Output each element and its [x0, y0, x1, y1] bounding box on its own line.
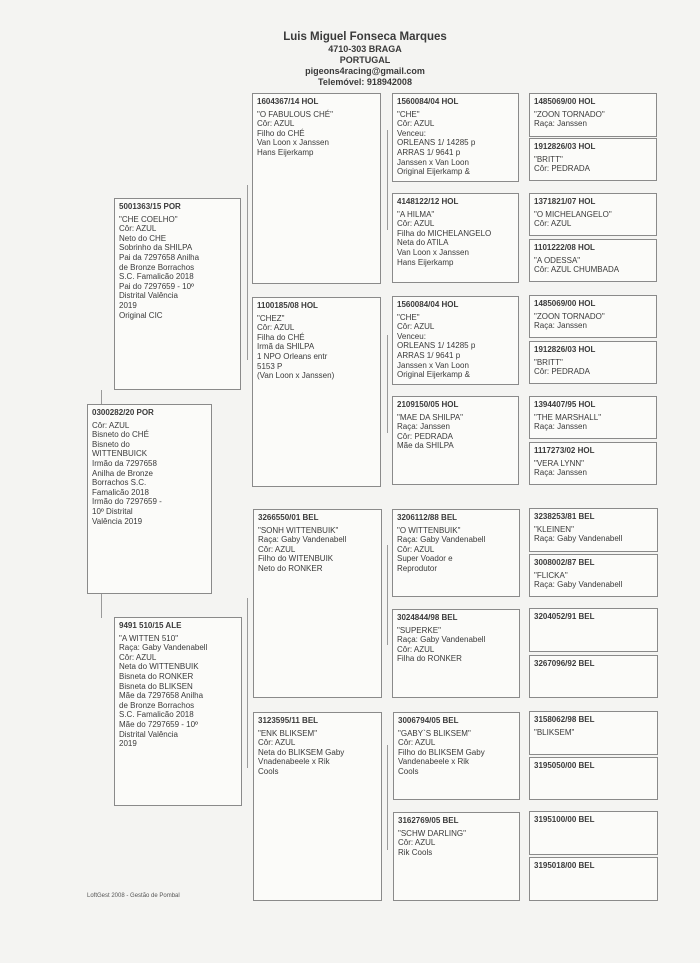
pigeon-info-line: Côr: AZUL: [397, 119, 435, 129]
pigeon-card-g4-2[interactable]: [529, 138, 657, 181]
pigeon-card-g2-2[interactable]: [252, 297, 381, 487]
pigeon-info-line: "BLIKSEM": [534, 727, 575, 737]
breeder-name: Luis Miguel Fonseca Marques: [283, 31, 447, 43]
pigeon-info-line: Côr: AZUL: [534, 219, 572, 229]
breeder-country: PORTUGAL: [339, 55, 391, 65]
pigeon-card-g4-7[interactable]: [529, 396, 657, 439]
pigeon-info-line: "CHEZ": [257, 313, 285, 323]
pigeon-card-g4-13[interactable]: [529, 711, 658, 755]
ring-number: 1394407/95 HOL: [534, 400, 596, 409]
pigeon-info-line: Filho do CHÉ: [257, 128, 305, 138]
pigeon-card-g4-15[interactable]: [529, 811, 658, 855]
ring-number: 3206112/88 BEL: [397, 513, 458, 522]
connector-root-dam: [101, 593, 102, 618]
pigeon-info-line: Original Eijerkamp &: [397, 370, 470, 380]
pigeon-info-line: "O FABULOUS CHÉ": [257, 109, 333, 119]
pigeon-card-root[interactable]: [87, 404, 212, 594]
ring-number: 3008002/87 BEL: [534, 558, 595, 567]
ring-number: 3158062/98 BEL: [534, 715, 595, 724]
pigeon-info-line: "ZOON TORNADO": [534, 311, 605, 321]
pigeon-card-g4-4[interactable]: [529, 239, 657, 282]
ring-number: 1604367/14 HOL: [257, 97, 319, 106]
pigeon-info-line: Van Loon x Janssen: [257, 138, 329, 148]
pigeon-info-line: Bisneto do: [92, 439, 130, 449]
pigeon-info-line: Neta do ATILA: [397, 238, 449, 248]
pigeon-info-line: Janssen x Van Loon: [397, 157, 469, 167]
pigeon-info-line: "KLEINEN": [534, 524, 574, 534]
pigeon-info-line: Anilha de Bronze: [92, 468, 153, 478]
ring-number: 3195018/00 BEL: [534, 861, 595, 870]
ring-number: 1912826/03 HOL: [534, 142, 596, 151]
pigeon-info-line: Janssen x Van Loon: [397, 360, 469, 370]
pigeon-info-line: "ENK BLIKSEM": [258, 728, 318, 738]
pigeon-info-line: Bisneto do CHÉ: [92, 430, 149, 440]
pigeon-card-g4-12[interactable]: [529, 655, 658, 698]
pigeon-info-line: Côr: AZUL: [258, 544, 296, 554]
pigeon-card-g4-16[interactable]: [529, 857, 658, 901]
connector-g2-4: [387, 745, 388, 850]
pigeon-info-line: "FLICKA": [534, 570, 568, 580]
pigeon-info-line: Côr: AZUL: [398, 838, 436, 848]
pigeon-info-line: S.C. Famalicão 2018: [119, 272, 194, 282]
pigeon-info-line: Côr: AZUL: [119, 652, 157, 662]
pigeon-info-line: Cools: [398, 766, 419, 776]
pigeon-info-line: "CHE COELHO": [119, 214, 178, 224]
pigeon-info-line: Côr: AZUL: [397, 322, 435, 332]
ring-number: 3006794/05 BEL: [398, 716, 459, 725]
pigeon-info-line: Neto do CHE: [119, 233, 167, 243]
ring-number: 1117273/02 HOL: [534, 446, 595, 455]
pigeon-info-line: "CHE": [397, 109, 420, 119]
breeder-header: [200, 30, 530, 88]
pigeon-info-line: "ZOON TORNADO": [534, 109, 605, 119]
pigeon-info-line: Distrital Valência: [119, 729, 178, 739]
pigeon-info-line: Raça: Janssen: [534, 468, 587, 478]
pigeon-info-line: "VERA LYNN": [534, 458, 584, 468]
pigeon-info-line: Côr: AZUL: [257, 323, 295, 333]
pigeon-card-g3-1[interactable]: [392, 93, 519, 182]
pigeon-info-line: Raça: Gaby Vandenabell: [258, 535, 347, 545]
pigeon-info-line: Raça: Gaby Vandenabell: [534, 580, 623, 590]
pigeon-info-line: Neta do BLIKSEM Gaby: [258, 747, 345, 757]
pigeon-card-g4-14[interactable]: [529, 757, 658, 800]
pigeon-card-g3-4[interactable]: [392, 396, 519, 485]
pigeon-info-line: Original Eijerkamp &: [397, 167, 470, 177]
ring-number: 3267096/92 BEL: [534, 659, 595, 668]
pigeon-info-line: Mãe da 7297658 Anilha: [119, 691, 204, 701]
ring-number: 4148122/12 HOL: [397, 197, 459, 206]
pigeon-info-line: "A ODESSA": [534, 255, 581, 265]
pigeon-info-line: Mãe do 7297659 - 10º: [119, 719, 198, 729]
pigeon-card-g4-5[interactable]: [529, 295, 657, 338]
pigeon-info-line: Raça: Gaby Vandenabell: [534, 534, 623, 544]
pigeon-info-line: "GABY`S BLIKSEM": [398, 728, 471, 738]
pigeon-info-line: Valência 2019: [92, 516, 143, 526]
pigeon-info-line: Reprodutor: [397, 563, 438, 573]
pigeon-info-line: "O MICHELANGELO": [534, 209, 612, 219]
ring-number: 5001363/15 POR: [119, 202, 181, 211]
pigeon-info-line: 1 NPO Orleans entr: [257, 351, 328, 361]
ring-number: 1560084/04 HOL: [397, 97, 459, 106]
pigeon-card-g2-4[interactable]: [253, 712, 382, 901]
pigeon-info-line: de Bronze Borrachos: [119, 700, 195, 710]
pigeon-info-line: Côr: AZUL: [397, 544, 435, 554]
pigeon-info-line: Bisneta do BLIKSEN: [119, 681, 193, 691]
pigeon-info-line: Rik Cools: [398, 847, 433, 857]
breeder-postal: 4710-303 BRAGA: [328, 44, 402, 54]
ring-number: 3204052/91 BEL: [534, 612, 595, 621]
pigeon-card-g3-5[interactable]: [392, 509, 520, 597]
pigeon-info-line: Pai do 7297659 - 10º: [119, 281, 194, 291]
pigeon-info-line: Raça: Janssen: [534, 422, 587, 432]
pigeon-info-line: 2019: [119, 739, 137, 749]
pigeon-info-line: Famalicão 2018: [92, 487, 149, 497]
pigeon-info-line: Côr: AZUL: [258, 738, 296, 748]
pigeon-info-line: Hans Eijerkamp: [397, 257, 454, 267]
ring-number: 1485069/00 HOL: [534, 299, 596, 308]
pigeon-info-line: Van Loon x Janssen: [397, 247, 469, 257]
pigeon-info-line: Côr: AZUL: [397, 219, 435, 229]
pigeon-info-line: Cools: [258, 766, 279, 776]
pigeon-info-line: "BRITT": [534, 154, 563, 164]
breeder-phone: Telemóvel: 918942008: [318, 77, 412, 87]
pigeon-info-line: Raça: Janssen: [534, 321, 587, 331]
pigeon-info-line: Distrital Valência: [119, 291, 178, 301]
pigeon-info-line: Filha do RONKER: [397, 654, 462, 664]
pigeon-info-line: Borrachos S.C.: [92, 478, 147, 488]
pigeon-info-line: "THE MARSHALL": [534, 412, 602, 422]
ring-number: 3162769/05 BEL: [398, 816, 459, 825]
pigeon-card-g3-2[interactable]: [392, 193, 519, 283]
pigeon-info-line: Vandenabeele x Rik: [398, 757, 470, 767]
pigeon-info-line: Neta do WITTENBUIK: [119, 662, 199, 672]
pigeon-info-line: Filho do BLIKSEM Gaby: [398, 747, 485, 757]
pigeon-card-g4-9[interactable]: [529, 508, 658, 552]
pigeon-info-line: Côr: AZUL: [257, 119, 295, 129]
pigeon-info-line: Côr: PEDRADA: [534, 367, 591, 377]
pigeon-info-line: Côr: AZUL: [398, 738, 436, 748]
connector-g2-2: [387, 335, 388, 433]
pigeon-card-g4-10[interactable]: [529, 554, 658, 597]
pigeon-info-line: WITTENBUICK: [92, 449, 148, 459]
pigeon-card-g4-1[interactable]: [529, 93, 657, 137]
pigeon-info-line: Vnadenabeele x Rik: [258, 757, 330, 767]
pigeon-info-line: Raça: Gaby Vandenabell: [119, 643, 208, 653]
pigeon-info-line: de Bronze Borrachos: [119, 262, 195, 272]
ring-number: 0300282/20 POR: [92, 408, 154, 417]
pigeon-card-g4-11[interactable]: [529, 608, 658, 652]
pigeon-info-line: (Van Loon x Janssen): [257, 371, 335, 381]
pigeon-info-line: "O WITTENBUIK": [397, 525, 461, 535]
pigeon-info-line: 10º Distrital: [92, 506, 133, 516]
pigeon-info-line: "MAE DA SHILPA": [397, 412, 463, 422]
pigeon-info-line: Mãe da SHILPA: [397, 441, 454, 451]
pigeon-card-g4-3[interactable]: [529, 193, 657, 236]
pigeon-info-line: Côr: AZUL: [119, 224, 157, 234]
pigeon-info-line: Super Voador e: [397, 554, 453, 564]
pigeon-info-line: "BRITT": [534, 357, 563, 367]
pigeon-info-line: Côr: PEDRADA: [534, 164, 591, 174]
connector-sire: [247, 185, 248, 360]
pigeon-card-g3-6[interactable]: [392, 609, 520, 698]
ring-number: 1560084/04 HOL: [397, 300, 459, 309]
pigeon-info-line: Irmã da SHILPA: [257, 342, 315, 352]
pigeon-info-line: "A WITTEN 510": [119, 633, 179, 643]
pigeon-info-line: Bisneta do RONKER: [119, 671, 194, 681]
ring-number: 1371821/07 HOL: [534, 197, 596, 206]
pigeon-info-line: Filha do MICHELANGELO: [397, 228, 492, 238]
pigeon-info-line: Côr: AZUL: [92, 420, 130, 430]
pigeon-info-line: ARRAS 1/ 9641 p: [397, 147, 461, 157]
ring-number: 3238253/81 BEL: [534, 512, 595, 521]
pigeon-info-line: "CHE": [397, 312, 420, 322]
pigeon-card-dam[interactable]: [114, 617, 242, 806]
pigeon-info-line: Irmão do 7297659 -: [92, 497, 162, 507]
pigeon-info-line: S.C. Famalicão 2018: [119, 710, 194, 720]
pigeon-info-line: Côr: PEDRADA: [397, 431, 454, 441]
pigeon-info-line: Raça: Janssen: [534, 119, 587, 129]
pigeon-card-g3-3[interactable]: [392, 296, 519, 385]
connector-g2-1: [387, 130, 388, 230]
pigeon-card-g4-8[interactable]: [529, 442, 657, 485]
pigeon-info-line: Sobrinho da SHILPA: [119, 243, 193, 253]
ring-number: 2109150/05 HOL: [397, 400, 459, 409]
ring-number: 9491 510/15 ALE: [119, 621, 182, 630]
ring-number: 3195050/00 BEL: [534, 761, 595, 770]
pigeon-info-line: Côr: AZUL CHUMBADA: [534, 265, 620, 275]
ring-number: 3195100/00 BEL: [534, 815, 595, 824]
pigeon-info-line: Raça: Janssen: [397, 422, 450, 432]
ring-number: 3024844/98 BEL: [397, 613, 458, 622]
pigeon-card-g2-1[interactable]: [252, 93, 381, 284]
pigeon-info-line: Raça: Gaby Vandenabell: [397, 635, 486, 645]
pigeon-info-line: Venceu:: [397, 331, 426, 341]
ring-number: 1485069/00 HOL: [534, 97, 596, 106]
pigeon-card-sire[interactable]: [114, 198, 241, 390]
pigeon-info-line: Côr: AZUL: [397, 644, 435, 654]
connector-root-sire: [101, 390, 102, 405]
pigeon-info-line: "SCHW DARLING": [398, 828, 466, 838]
pigeon-info-line: "SONH WITTENBUIK": [258, 525, 339, 535]
connector-g2-3: [387, 545, 388, 645]
pigeon-info-line: Hans Eijerkamp: [257, 147, 314, 157]
pigeon-info-line: Raça: Gaby Vandenabell: [397, 535, 486, 545]
ring-number: 3123595/11 BEL: [258, 716, 319, 725]
pigeon-info-line: Original CIC: [119, 310, 163, 320]
pigeon-info-line: Filha do CHÉ: [257, 332, 305, 342]
pigeon-info-line: "A HILMA": [397, 209, 435, 219]
pigeon-info-line: "SUPERKE": [397, 625, 441, 635]
pigeon-card-g4-6[interactable]: [529, 341, 657, 384]
pigeon-card-g2-3[interactable]: [253, 509, 382, 698]
pigeon-info-line: ORLEANS 1/ 14285 p: [397, 138, 476, 148]
pigeon-info-line: Filho do WITENBUIK: [258, 554, 334, 564]
pigeon-info-line: 5153 P: [257, 361, 283, 371]
ring-number: 1101222/08 HOL: [534, 243, 595, 252]
pigeon-info-line: Irmão da 7297658: [92, 458, 157, 468]
software-footer: LoftGest 2008 - Gestão de Pombal: [87, 893, 180, 899]
ring-number: 1912826/03 HOL: [534, 345, 596, 354]
pigeon-info-line: Pai da 7297658 Anilha: [119, 252, 200, 262]
connector-dam: [247, 598, 248, 768]
pigeon-card-g3-8[interactable]: [393, 812, 520, 901]
breeder-email[interactable]: pigeons4racing@gmail.com: [305, 66, 425, 76]
pigeon-info-line: ARRAS 1/ 9641 p: [397, 350, 461, 360]
pigeon-info-line: 2019: [119, 300, 137, 310]
ring-number: 1100185/08 HOL: [257, 301, 318, 310]
ring-number: 3266550/01 BEL: [258, 513, 319, 522]
pigeon-info-line: Neto do RONKER: [258, 563, 323, 573]
pigeon-info-line: Venceu:: [397, 128, 426, 138]
pigeon-card-g3-7[interactable]: [393, 712, 520, 800]
pigeon-info-line: ORLEANS 1/ 14285 p: [397, 341, 476, 351]
